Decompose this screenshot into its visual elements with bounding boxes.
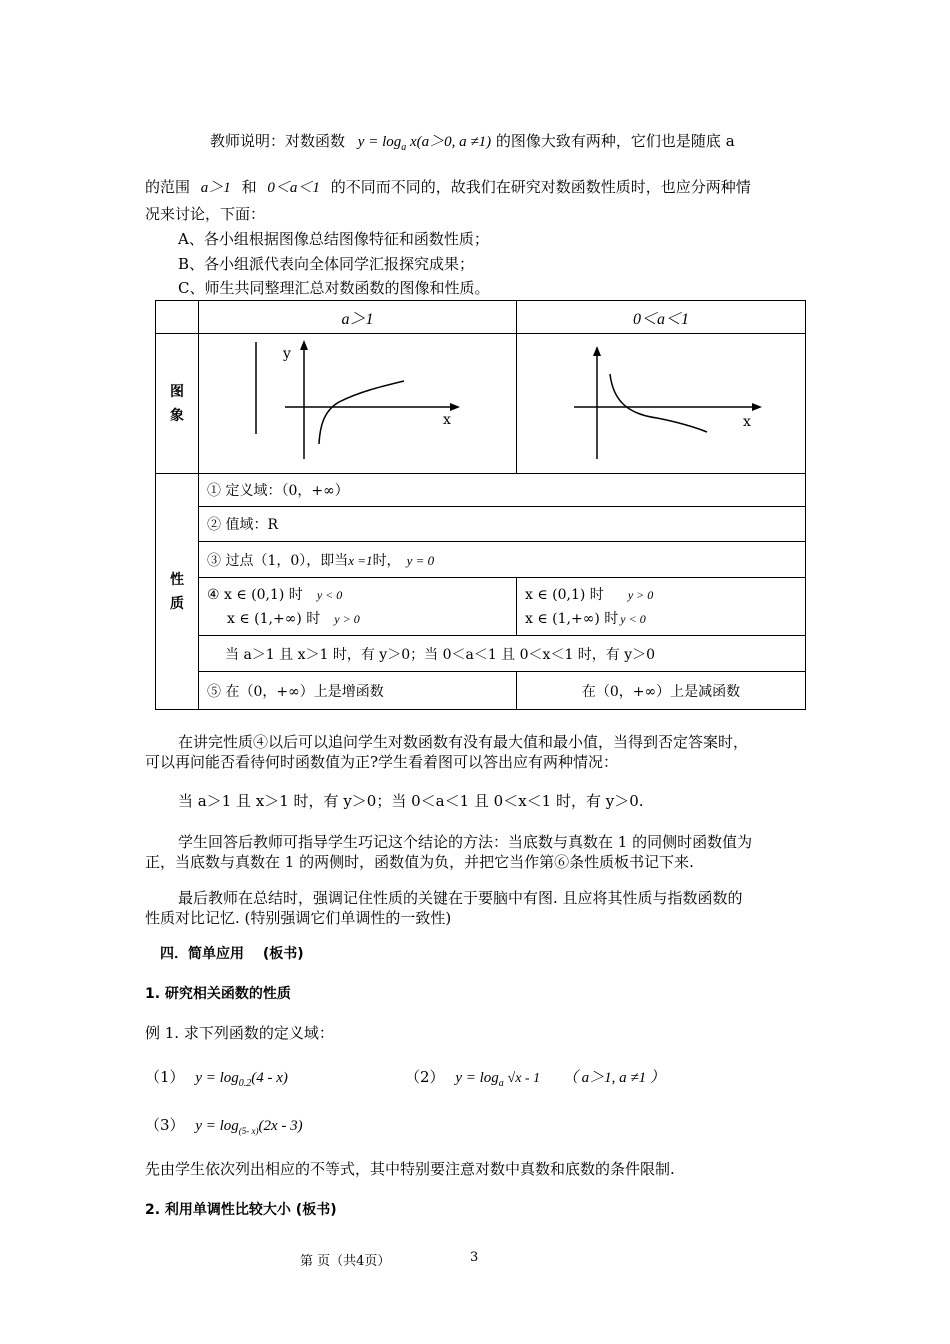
intro-line-1	[210, 130, 735, 153]
ex3-main: y = log	[195, 1118, 239, 1134]
sign-dec-value-2: y < 0	[620, 611, 646, 626]
x-axis-label: x	[443, 412, 451, 428]
point-mid: 时，	[372, 552, 401, 569]
props-label-text: 性 质	[170, 571, 184, 612]
prop-sign-rule: 当 a＞1 且 x＞1 时，有 y＞0；当 0＜a＜1 且 0＜x＜1 时，有 y＞0	[199, 636, 806, 672]
ex1-arg: (4 - x)	[251, 1070, 288, 1086]
decreasing-log-graph	[517, 334, 806, 469]
ex2-arg: √x - 1	[507, 1071, 541, 1086]
graph-increasing-cell	[199, 334, 517, 474]
exercise-3-formula	[195, 1118, 302, 1134]
paragraph-3-line-2: 正，当底数与真数在 1 的两侧时，函数值为负，并把它当作第⑥条性质板书记下来.	[145, 853, 694, 871]
prop-fixed-point	[199, 542, 806, 578]
formula-base: a	[401, 142, 407, 153]
ex2-main: y = log	[455, 1070, 499, 1086]
sign-increasing	[199, 578, 517, 636]
sign-dec-line-1	[525, 583, 797, 607]
image-label	[156, 334, 199, 474]
example-1-prompt: 例 1. 求下列函数的定义域：	[145, 1024, 334, 1042]
prop-range: ② 值域：R	[199, 507, 806, 542]
step-c: C、师生共同整理汇总对数函数的图像和性质。	[178, 279, 490, 297]
ex1-base: 0.2	[238, 1078, 252, 1089]
decreasing-curve	[610, 374, 707, 432]
header-a-between: 0＜a＜1	[517, 301, 806, 334]
log-function-properties-table	[155, 300, 806, 710]
step-b: B、各小组派代表向全体同学汇报探究成果；	[178, 255, 475, 273]
exercise-1	[145, 1066, 288, 1089]
sign-dec-line-2	[525, 607, 797, 631]
y-axis-arrow	[593, 346, 601, 356]
intro-suffix: 的图像大致有两种，它们也是随底 a	[495, 132, 735, 150]
exercise-2	[405, 1066, 665, 1089]
step-a: A、各小组根据图像总结图像特征和函数性质；	[178, 230, 489, 248]
exercise-3-number: （3）	[145, 1116, 185, 1134]
sign-decreasing	[517, 578, 806, 636]
header-blank-cell	[156, 301, 199, 334]
sign-inc-interval-1: ④ x ∈ (0,1) 时	[207, 586, 303, 603]
ex2-base: a	[498, 1078, 504, 1089]
x-axis-arrow	[450, 403, 460, 411]
table-header-row	[156, 301, 806, 334]
x-axis-arrow	[752, 403, 762, 411]
paragraph-2: 当 a＞1 且 x＞1 时，有 y＞0；当 0＜a＜1 且 0＜x＜1 时，有 y＞0.	[178, 792, 644, 810]
prop-domain: ① 定义域：（0，+∞）	[199, 474, 806, 507]
exercise-2-condition: （ a＞1, a ≠1 ）	[562, 1070, 665, 1086]
sign-inc-line-2	[207, 607, 508, 631]
monotonic-row	[156, 672, 806, 710]
intro-and: 和	[241, 178, 257, 196]
subsection-2-heading: 2. 利用单调性比较大小 (板书)	[145, 1202, 337, 1218]
intro-line-3: 况来讨论，下面：	[145, 205, 266, 223]
condition-note: 先由学生依次列出相应的不等式，其中特别要注意对数中真数和底数的条件限制.	[145, 1160, 675, 1178]
prop-increasing: ⑤ 在（0，+∞）上是增函数	[199, 672, 517, 710]
ex1-main: y = log	[195, 1070, 239, 1086]
y-axis-arrow	[300, 340, 308, 350]
x-axis-label: x	[743, 414, 751, 430]
graph-decreasing-cell	[517, 334, 806, 474]
point-prefix: ③ 过点（1，0），即当	[207, 552, 349, 569]
paragraph-4-line-1: 最后教师在总结时，强调记住性质的关键在于要脑中有图. 且应将其性质与指数函数的	[178, 889, 743, 907]
formula-main: y = log	[357, 134, 402, 150]
paragraph-1-line-2: 可以再问能否看待何时函数值为正?学生看着图可以答出应有两种情况：	[145, 753, 619, 771]
header-a-gt-1: a＞1	[199, 301, 517, 334]
sign-inc-interval-2: x ∈ (1,+∞) 时	[227, 610, 321, 627]
point-condition: x =1	[348, 552, 373, 568]
domain-row	[156, 474, 806, 507]
log-formula	[357, 134, 492, 153]
paragraph-3-line-1: 学生回答后教师可指导学生巧记这个结论的方法：当底数与真数在 1 的同侧时函数值为	[178, 833, 753, 851]
sign-dec-interval-2: x ∈ (1,+∞) 时	[525, 610, 619, 627]
formula-rest: x(a＞0, a ≠1)	[406, 134, 492, 150]
point-row	[156, 542, 806, 578]
increasing-curve	[319, 381, 404, 444]
range-row	[156, 507, 806, 542]
paragraph-1-line-1: 在讲完性质④以后可以追问学生对数函数有没有最大值和最小值，当得到否定答案时，	[178, 733, 749, 751]
exercise-2-formula	[455, 1070, 541, 1089]
y-axis-label: y	[283, 346, 291, 362]
sign-dec-interval-1: x ∈ (0,1) 时	[525, 586, 604, 603]
prop-decreasing: 在（0，+∞）上是减函数	[517, 672, 806, 710]
sign-inc-line-1	[207, 583, 508, 607]
image-label-text: 图 象	[170, 383, 184, 424]
exercise-2-number: （2）	[405, 1068, 445, 1086]
sign-row	[156, 578, 806, 636]
intro-line-2	[145, 176, 751, 197]
section-4-heading: 四．简单应用 (板书)	[160, 946, 304, 962]
page-footer: 第 页（共4页）	[300, 1254, 391, 1269]
sign-inc-value-2: y > 0	[334, 611, 360, 626]
exercise-1-formula	[195, 1070, 288, 1089]
subsection-1-heading: 1. 研究相关函数的性质	[145, 986, 291, 1002]
sign-rule-row	[156, 636, 806, 672]
sign-dec-value-1: y > 0	[627, 587, 654, 602]
intro-range-label: 的范围	[145, 178, 191, 196]
intro-text: 教师说明：对数函数	[210, 132, 346, 150]
point-value: y = 0	[406, 552, 435, 568]
paragraph-4-line-2: 性质对比记忆. (特别强调它们单调性的一致性)	[145, 909, 452, 927]
exercise-3	[145, 1114, 303, 1136]
condition-a-gt-1: a＞1	[200, 180, 231, 196]
graph-row	[156, 334, 806, 474]
exercise-1-number: （1）	[145, 1068, 185, 1086]
condition-a-between: 0＜a＜1	[267, 180, 320, 196]
page-number: 3	[470, 1250, 479, 1265]
props-label	[156, 474, 199, 710]
ex3-base: (5- x)	[238, 1126, 259, 1136]
ex3-arg: (2x - 3)	[258, 1118, 303, 1134]
sign-inc-value-1: y < 0	[316, 587, 343, 602]
intro-suffix-2: 的不同而不同的，故我们在研究对数函数性质时，也应分两种情	[330, 178, 751, 196]
increasing-log-graph	[199, 334, 517, 469]
